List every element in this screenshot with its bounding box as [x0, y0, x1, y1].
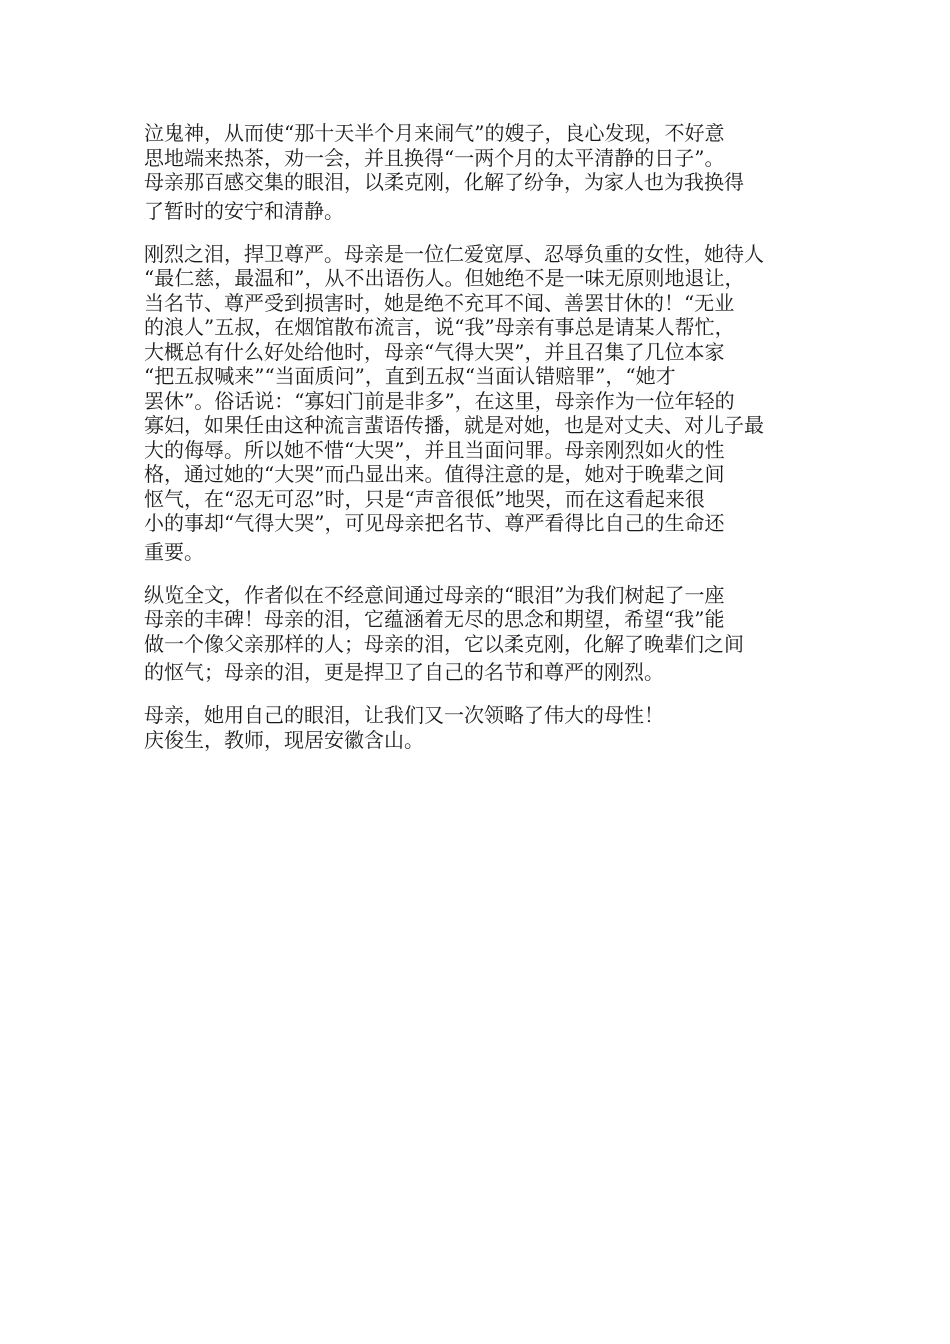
- text-line: 怄气，在“忍无可忍”时，只是“声音很低”地哭，而在这看起来很: [144, 486, 705, 511]
- paragraph-gap: [144, 695, 806, 703]
- text-line: 泣鬼神，从而使“那十天半个月来闹气”的嫂子，良心发现，不好意: [144, 121, 725, 145]
- paragraph-gap: [144, 234, 806, 242]
- paragraph-conclusion-author: [144, 703, 806, 752]
- text-line: 寡妇，如果任由这种流言蜚语传播，就是对她，也是对丈夫、对儿子最: [144, 413, 764, 437]
- author-note: 庆俊生，教师，现居安徽含山。: [144, 727, 424, 752]
- text-line: 母亲的丰碑！母亲的泪，它蕴涵着无尽的思念和期望，希望“我”能: [144, 607, 725, 631]
- text-line: 格，通过她的“大哭”而凸显出来。值得注意的是，她对于晚辈之间: [144, 462, 725, 486]
- text-line: 了暂时的安宁和清静。: [144, 198, 344, 223]
- text-line: 的怄气；母亲的泪，更是捍卫了自己的名节和尊严的刚烈。: [144, 660, 664, 684]
- text-line: 思地端来热茶，劝一会，并且换得“一两个月的太平清静的日子”。: [144, 145, 725, 170]
- text-line: 罢休”。俗话说：“寡妇门前是非多”，在这里，母亲作为一位年轻的: [144, 388, 735, 413]
- text-line: 纵览全文，作者似在不经意间通过母亲的“眼泪”为我们树起了一座: [144, 582, 725, 607]
- text-line: “最仁慈，最温和”，从不出语伤人。但她绝不是一味无原则地退让，: [144, 266, 745, 290]
- paragraph-overview: [144, 583, 806, 690]
- document-body: [144, 121, 806, 758]
- text-line: 小的事却“气得大哭”，可见母亲把名节、尊严看得比自己的生命还: [144, 511, 725, 535]
- paragraph-tears-resolve-conflict: [144, 121, 806, 228]
- text-line: 大的侮辱。所以她不惜“大哭”，并且当面问罪。母亲刚烈如火的性: [144, 437, 725, 462]
- paragraph-gap: [144, 575, 806, 583]
- text-line: 大概总有什么好处给他时，母亲“气得大哭”，并且召集了几位本家: [144, 339, 725, 364]
- text-line: 刚烈之泪，捍卫尊严。母亲是一位仁爱宽厚、忍辱负重的女性，她待人: [144, 241, 764, 266]
- text-line: 的浪人”五叔，在烟馆散布流言，说“我”母亲有事总是请某人帮忙，: [144, 315, 735, 339]
- text-line: 做一个像父亲那样的人；母亲的泪，它以柔克刚，化解了晚辈们之间: [144, 631, 744, 656]
- text-line: 母亲，她用自己的眼泪，让我们又一次领略了伟大的母性！: [144, 703, 664, 727]
- text-line: 重要。: [144, 539, 204, 564]
- paragraph-fierce-tears: [144, 242, 806, 569]
- text-line: “把五叔喊来”“当面质问”，直到五叔“当面认错赔罪”，“她才: [144, 364, 676, 388]
- text-line: 母亲那百感交集的眼泪，以柔克刚，化解了纷争，为家人也为我换得: [144, 170, 744, 194]
- text-line: 当名节、尊严受到损害时，她是绝不充耳不闻、善罢甘休的！“无业: [144, 290, 735, 315]
